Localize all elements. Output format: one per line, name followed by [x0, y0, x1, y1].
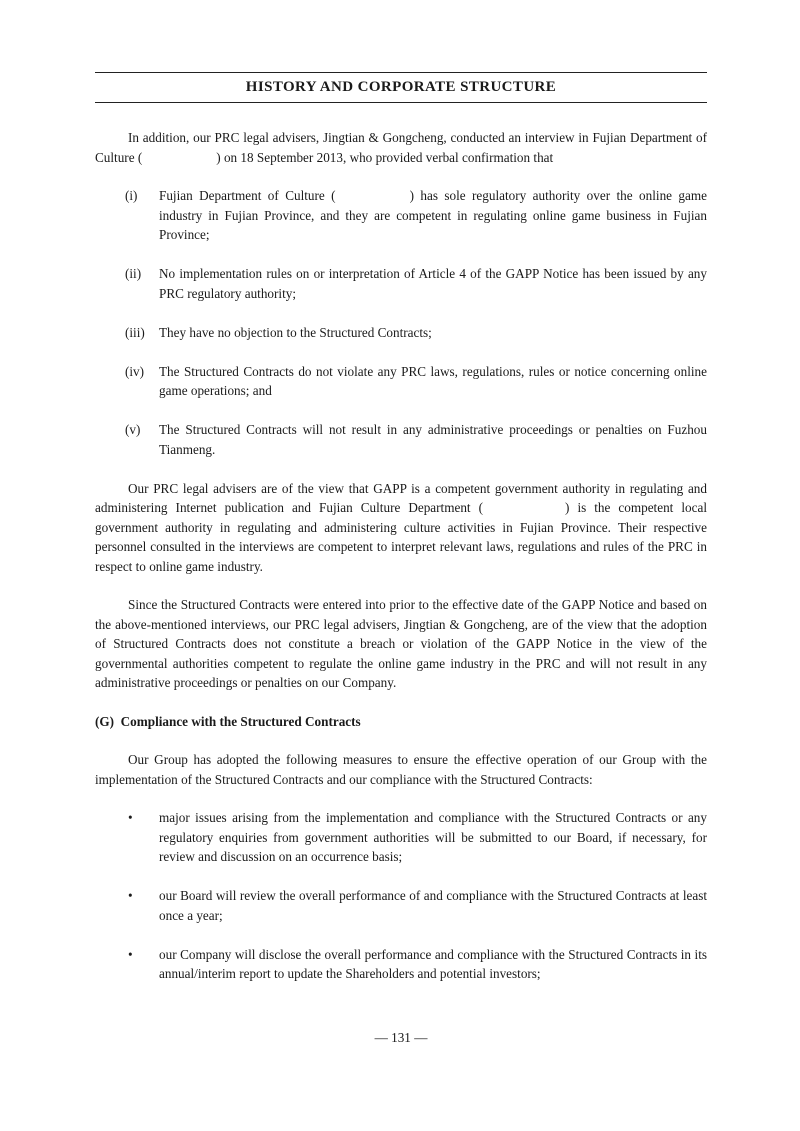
item-text: The Structured Contracts do not violate any PRC laws, regulations, rules or notice concerning online game operations; and	[159, 363, 707, 398]
section-intro-paragraph: Our Group has adopted the following measures to ensure the effective operation of our Group with the implementation of the Structured Contracts and our compliance with the Structured Contracts:	[95, 752, 707, 787]
intro-text-before: In addition, our PRC legal advisers, Jingtian & Gongcheng, conducted an interview in Fujian Department of Culture (	[95, 130, 707, 165]
intro-paragraph	[95, 128, 707, 167]
bullet-text: our Company will disclose the overall performance and compliance with the Structured Contracts in its annual/interim report to update the Shareholders and potential investors;	[159, 946, 707, 981]
confirmation-item	[95, 264, 707, 303]
item-text: The Structured Contracts will not result in any administrative proceedings or penalties on Fuzhou Tianmeng.	[159, 422, 707, 457]
body-text	[95, 128, 707, 1003]
header-rule-bottom	[95, 102, 707, 103]
document-page	[95, 0, 707, 1131]
bullet-item	[95, 886, 707, 925]
item-text: They have no objection to the Structured Contracts;	[159, 324, 432, 340]
bullet-item	[95, 945, 707, 984]
section-heading: (G) Compliance with the Structured Contracts	[95, 713, 361, 729]
bullet-text: our Board will review the overall performance of and compliance with the Structured Contracts at least once a year;	[159, 888, 707, 923]
bullet-icon: •	[128, 888, 133, 903]
bullet-item	[95, 808, 707, 867]
page-title: HISTORY AND CORPORATE STRUCTURE	[245, 79, 557, 95]
item-text	[159, 186, 707, 245]
item-marker: (i)	[125, 188, 138, 203]
header-rule-top	[95, 72, 707, 73]
view-paragraph	[95, 479, 707, 577]
bullet-text: major issues arising from the implementation and compliance with the Structured Contracts or any regulatory enquiries from government authorities will be submitted to our Board, if necessary, for review and discussion on an occurrence basis;	[159, 810, 707, 864]
page-number: — 131 —	[374, 1030, 428, 1045]
confirmation-item	[95, 186, 707, 245]
since-paragraph: Since the Structured Contracts were entered into prior to the effective date of the GAPP Notice and based on the above-mentioned interviews, our PRC legal advisers, Jingtian & Gongcheng, are of the view that the adoption of Structured Contracts does not constitute a breach or violation of the GAPP Notice in the view of the governmental authorities competent to regulate the online game industry in the PRC and will not result in any administrative proceedings or penalties on our Company.	[95, 597, 707, 690]
item-marker: (iii)	[125, 324, 145, 340]
item-marker: (iv)	[125, 363, 145, 379]
item-text-after: ) has sole regulatory authority over the online game industry in Fujian Province, and they are competent in regulating online game business in Fujian Province;	[159, 188, 707, 242]
confirmation-item	[95, 420, 707, 459]
item-marker: (v)	[125, 422, 141, 437]
confirmation-item	[95, 323, 707, 343]
bullet-icon: •	[128, 946, 133, 962]
item-marker: (ii)	[125, 266, 142, 281]
item-text: No implementation rules on or interpretation of Article 4 of the GAPP Notice has been issued by any PRC regulatory authority;	[159, 266, 707, 301]
confirmation-item	[95, 362, 707, 401]
bullet-icon: •	[128, 810, 133, 825]
item-text-before: Fujian Department of Culture (	[159, 188, 336, 203]
view-text-before: Our PRC legal advisers are of the view that GAPP is a competent government authority in regulating and administering Internet publication and Fujian Culture Department (	[95, 480, 707, 515]
view-text-after: ) is the competent local government authority in regulating and administering culture activities in Fujian Province. Their respective personnel consulted in the interviews are competent to interpret relevant laws, regulations and rules of the PRC in respect to online game industry.	[95, 500, 707, 574]
intro-text-after: ) on 18 September 2013, who provided verbal confirmation that	[216, 149, 554, 165]
